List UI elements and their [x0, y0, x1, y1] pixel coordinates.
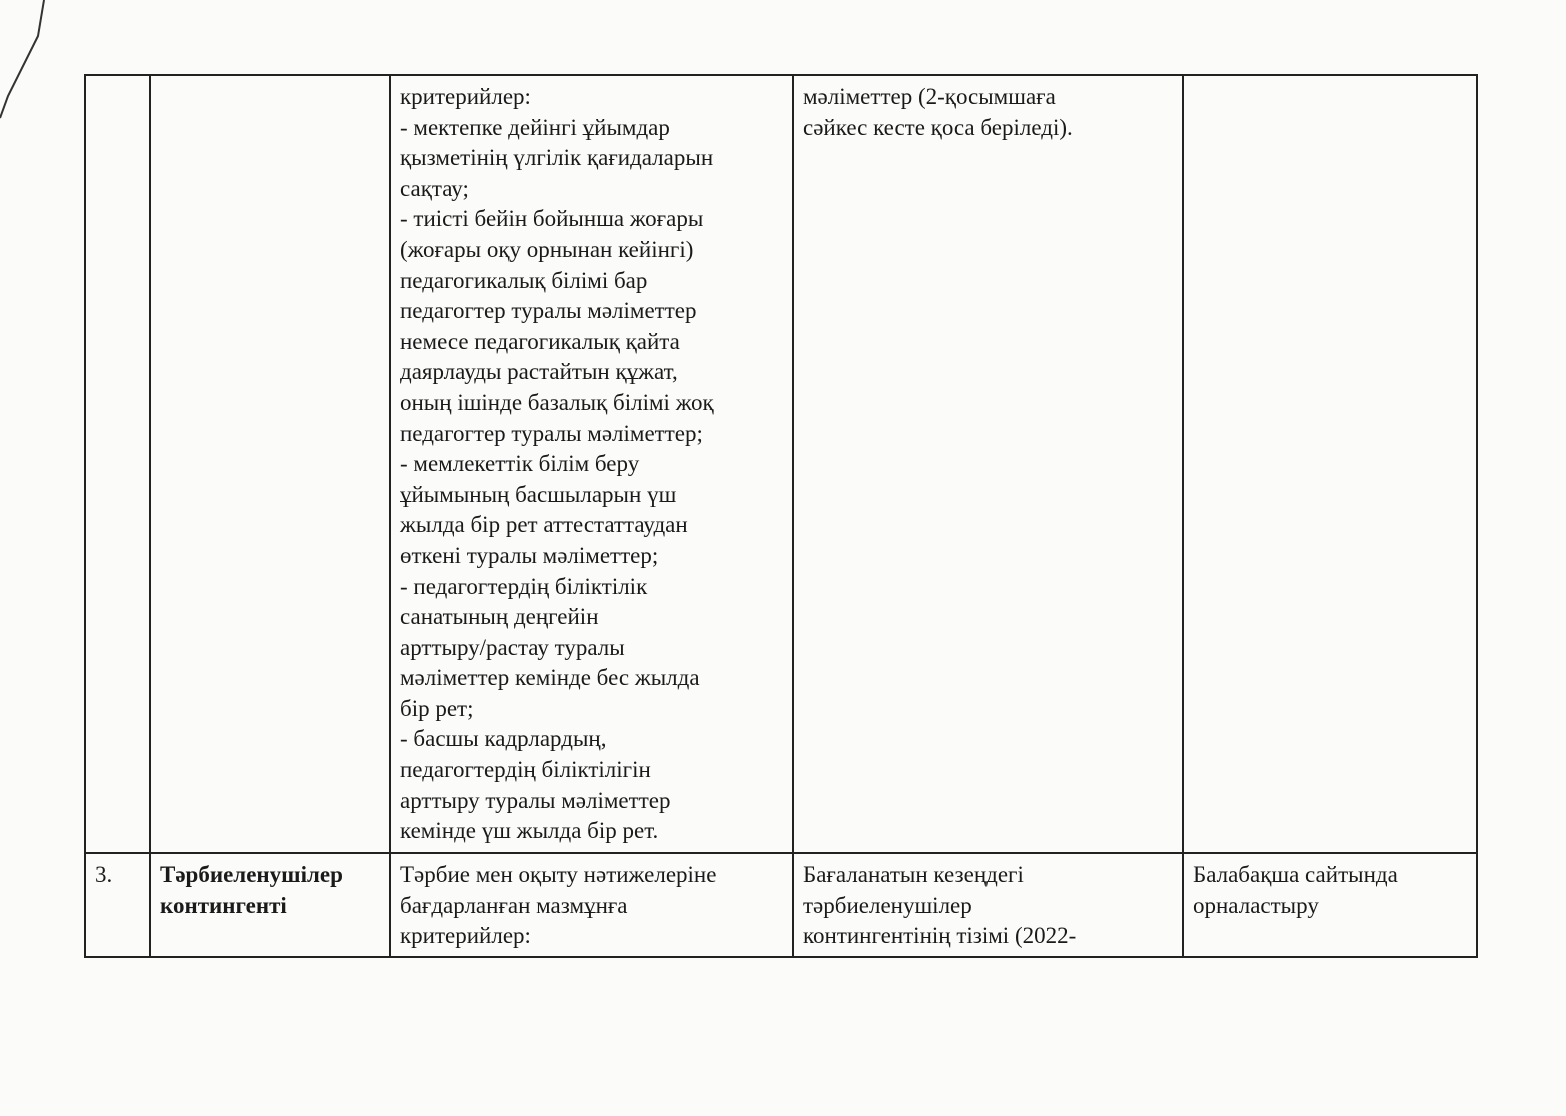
- cell-number: [85, 75, 150, 853]
- requirements-line: өткені туралы мәліметтер;: [400, 542, 659, 568]
- cell-publication: [1183, 853, 1477, 957]
- cell-requirements: [390, 853, 793, 957]
- cell-requirements: [390, 75, 793, 853]
- requirements-line: оның ішінде базалық білімі жоқ: [400, 389, 714, 415]
- requirements-line: жылда бір рет аттестаттаудан: [400, 512, 688, 538]
- requirements-line: - мемлекеттік білім беру: [400, 451, 640, 477]
- cell-criterion: [150, 853, 390, 957]
- requirements-line: бір рет;: [400, 695, 474, 721]
- table-row-continuation: [85, 75, 1477, 853]
- requirements-line: кемінде үш жылда бір рет.: [400, 818, 659, 844]
- requirements-line: қызметінің үлгілік қағидаларын: [400, 145, 714, 171]
- requirements-line: ұйымының басшыларын үш: [400, 481, 677, 507]
- requirements-line: немесе педагогикалық қайта: [400, 328, 680, 354]
- data-line: контингентінің тізімі (2022-: [803, 923, 1077, 949]
- requirements-line: - мектепке дейінгі ұйымдар: [400, 114, 670, 140]
- requirements-line: критерийлер:: [400, 84, 531, 109]
- cell-data: [793, 75, 1183, 853]
- requirements-line: - тиісті бейін бойынша жоғары: [400, 206, 704, 232]
- requirements-line: Тәрбие мен оқыту нәтижелеріне: [400, 862, 717, 887]
- data-line: тәрбиеленушілер: [803, 892, 972, 918]
- data-line: Бағаланатын кезеңдегі: [803, 862, 1024, 887]
- requirements-line: педагогтердің біліктілігін: [400, 757, 651, 783]
- requirements-line: педагогикалық білімі бар: [400, 267, 648, 293]
- requirements-line: педагогтер туралы мәліметтер;: [400, 420, 703, 446]
- requirements-line: педагогтер туралы мәліметтер: [400, 298, 697, 324]
- cell-number: 3.: [85, 853, 150, 957]
- requirements-line: бағдарланған мазмұнға: [400, 892, 628, 918]
- data-line: мәліметтер (2-қосымшаға: [803, 84, 1056, 109]
- publication-line: Балабақша сайтында: [1193, 862, 1398, 887]
- table-row-3: [85, 853, 1477, 957]
- requirements-line: - педагогтердің біліктілік: [400, 573, 648, 599]
- requirements-line: даярлауды растайтын құжат,: [400, 359, 678, 385]
- requirements-line: арттыру туралы мәліметтер: [400, 787, 671, 813]
- requirements-line: мәліметтер кемінде бес жылда: [400, 665, 700, 691]
- publication-line: орналастыру: [1193, 892, 1319, 918]
- requirements-line: сақтау;: [400, 175, 469, 201]
- cell-publication: [1183, 75, 1477, 853]
- scan-edge-mark: [0, 0, 60, 140]
- criterion-line: Тәрбиеленушілер: [160, 862, 343, 887]
- requirements-line: (жоғары оқу орнынан кейінгі): [400, 236, 694, 262]
- criterion-line: контингенті: [160, 892, 287, 918]
- requirements-line: арттыру/растау туралы: [400, 634, 625, 660]
- requirements-line: санатының деңгейін: [400, 604, 599, 630]
- requirements-line: - басшы кадрлардың,: [400, 726, 607, 752]
- data-line: сәйкес кесте қоса беріледі).: [803, 114, 1073, 140]
- cell-data: [793, 853, 1183, 957]
- requirements-line: критерийлер:: [400, 923, 531, 949]
- cell-criterion: [150, 75, 390, 853]
- criteria-table: [84, 74, 1478, 958]
